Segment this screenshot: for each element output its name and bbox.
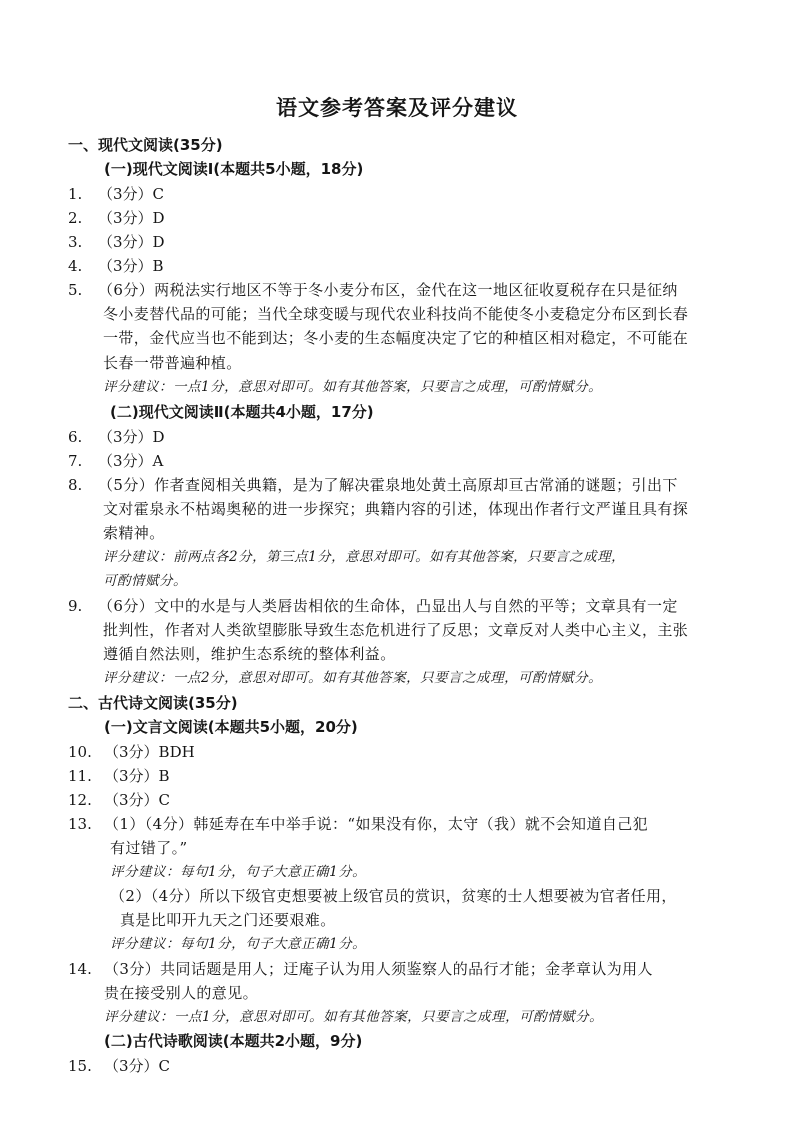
answer-line: 遵循自然法则，维护生态系统的整体利益。 bbox=[103, 645, 396, 663]
question-number: 3. bbox=[68, 233, 83, 251]
answer-line: 一带，金代应当也不能到达；冬小麦的生态幅度决定了它的种植区相对稳定，不可能在 bbox=[103, 329, 689, 347]
answer-line: 贵在接受别人的意见。 bbox=[104, 984, 259, 1002]
question-number: 13. bbox=[68, 815, 92, 833]
subsection-heading-modern-reading-2: (二)现代文阅读Ⅱ(本题共4小题，17分) bbox=[110, 403, 374, 421]
answer-text: （3分）D bbox=[98, 233, 165, 251]
question-number: 10. bbox=[68, 743, 92, 761]
question-number: 4. bbox=[68, 257, 83, 275]
question-number: 9. bbox=[68, 597, 83, 615]
answer-line: （2）（4分）所以下级官吏想要被上级官员的赏识，贫寒的士人想要被为官者任用， bbox=[110, 887, 677, 905]
answer-line: 批判性，作者对人类欲望膨胀导致生态危机进行了反思；文章反对人类中心主义，主张 bbox=[103, 621, 689, 639]
section-heading-modern-reading: 一、现代文阅读(35分) bbox=[68, 136, 223, 154]
subsection-heading-classical-poetry: (二)古代诗歌阅读(本题共2小题，9分) bbox=[104, 1032, 363, 1050]
answer-text: （3分）C bbox=[104, 791, 171, 809]
answer-text: （3分）D bbox=[98, 209, 165, 227]
answer-line: 真是比叩开九天之门还要艰难。 bbox=[120, 911, 336, 929]
page-title: 语文参考答案及评分建议 bbox=[276, 96, 518, 120]
answer-text: （3分）A bbox=[98, 452, 164, 470]
grading-note: 评分建议：一点1分，意思对即可。如有其他答案，只要言之成理，可酌情赋分。 bbox=[104, 1009, 604, 1025]
question-number: 2. bbox=[68, 209, 83, 227]
question-number: 11. bbox=[68, 767, 92, 785]
answer-line: （6分）文中的水是与人类唇齿相依的生命体，凸显出人与自然的平等；文章具有一定 bbox=[98, 597, 678, 615]
subsection-heading-modern-reading-1: (一)现代文阅读Ⅰ(本题共5小题，18分) bbox=[104, 160, 364, 178]
subsection-heading-classical-prose: (一)文言文阅读(本题共5小题，20分) bbox=[104, 718, 358, 736]
answer-line: 冬小麦替代品的可能；当代全球变暖与现代农业科技尚不能使冬小麦稳定分布区到长春 bbox=[103, 305, 689, 323]
answer-text: （3分）BDH bbox=[104, 743, 195, 761]
grading-note: 评分建议：前两点各2分，第三点1分，意思对即可。如有其他答案，只要言之成理， bbox=[103, 549, 626, 565]
answer-text: （3分）D bbox=[98, 428, 165, 446]
answer-text: （3分）B bbox=[104, 767, 170, 785]
answer-line: 长春一带普遍种植。 bbox=[103, 354, 242, 372]
question-number: 5. bbox=[68, 281, 83, 299]
grading-note: 评分建议：每句1分，句子大意正确1分。 bbox=[110, 936, 367, 952]
answer-line: 索精神。 bbox=[103, 524, 165, 542]
answer-line: （3分）共同话题是用人；迂庵子认为用人须鉴察人的品行才能；金孝章认为用人 bbox=[104, 960, 653, 978]
grading-note: 评分建议：一点1分，意思对即可。如有其他答案，只要言之成理，可酌情赋分。 bbox=[103, 379, 603, 395]
answer-line: （6分）两税法实行地区不等于冬小麦分布区，金代在这一地区征收夏税存在只是征纳 bbox=[98, 281, 678, 299]
answer-line: 文对霍泉永不枯竭奥秘的进一步探究；典籍内容的引述，体现出作者行文严谨且具有探 bbox=[103, 500, 689, 518]
grading-note: 可酌情赋分。 bbox=[103, 573, 187, 589]
question-number: 8. bbox=[68, 476, 83, 494]
answer-line: （1）（4分）韩延寿在车中举手说：“如果没有你，太守（我）就不会知道自己犯 bbox=[104, 815, 649, 833]
question-number: 1. bbox=[68, 185, 83, 203]
question-number: 12. bbox=[68, 791, 92, 809]
section-heading-classical-reading: 二、古代诗文阅读(35分) bbox=[68, 694, 238, 712]
answer-line: 有过错了。” bbox=[110, 839, 188, 857]
answer-text: （3分）C bbox=[98, 185, 165, 203]
answer-text: （3分）B bbox=[98, 257, 164, 275]
grading-note: 评分建议：一点2分，意思对即可。如有其他答案，只要言之成理，可酌情赋分。 bbox=[103, 670, 603, 686]
question-number: 7. bbox=[68, 452, 83, 470]
answer-line: （5分）作者查阅相关典籍，是为了解决霍泉地处黄土高原却亘古常涌的谜题；引出下 bbox=[98, 476, 678, 494]
grading-note: 评分建议：每句1分，句子大意正确1分。 bbox=[110, 864, 367, 880]
answer-text: （3分）C bbox=[104, 1057, 171, 1075]
question-number: 15. bbox=[68, 1057, 92, 1075]
question-number: 14. bbox=[68, 960, 92, 978]
question-number: 6. bbox=[68, 428, 83, 446]
